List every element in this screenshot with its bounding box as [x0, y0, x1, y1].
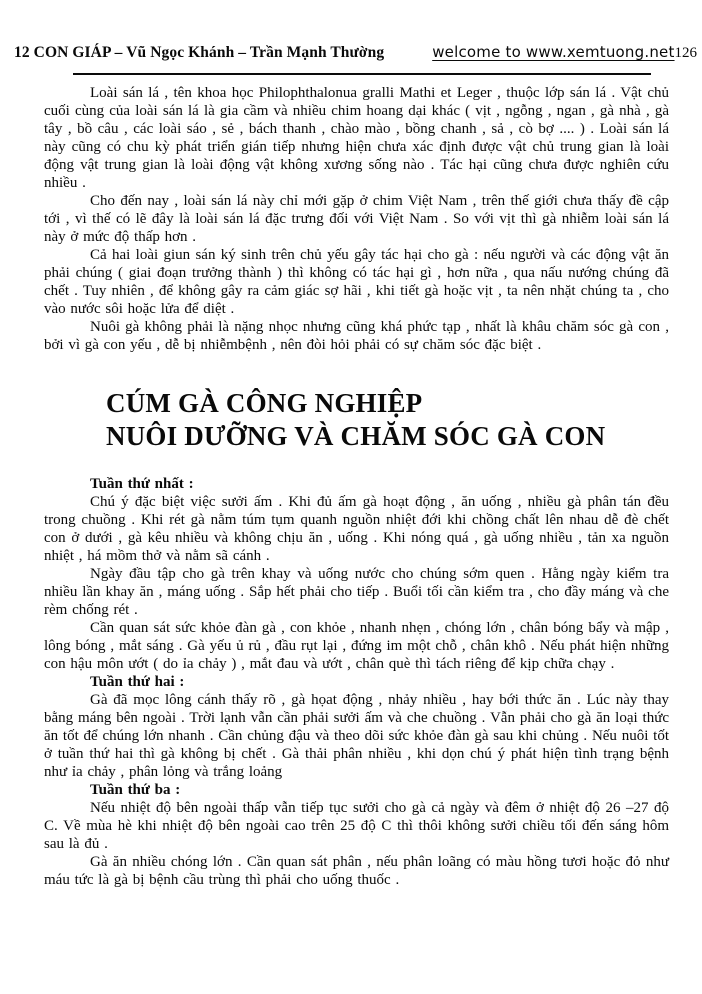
- chapter-title-line-2: NUÔI DƯỠNG VÀ CHĂM SÓC GÀ CON: [106, 421, 606, 451]
- page-body: [0, 84, 702, 889]
- section-paragraph: Gà ăn nhiều chóng lớn . Cần quan sát phân , nếu phân loãng có màu hồng tươi hoặc đỏ như máu tức là gà bị bệnh cầu trùng thì phải cho uống thuốc .: [44, 854, 669, 888]
- book-title: 12 CON GIÁP – Vũ Ngọc Khánh – Trần Mạnh Thường: [14, 44, 385, 61]
- section-paragraph: Cần quan sát sức khỏe đàn gà , con khỏe , nhanh nhẹn , chóng lớn , chân bóng bẩy và mập , lông bóng , mắt sáng . Gà yếu ủ rủ , đầu rụt lại , đứng im một chỗ , chân khô . Nếu phát hiện những con hậu môn ướt ( do ỉa chảy ) , mắt đau và ướt , chân què thì tách riêng để kịp chữa chạy .: [44, 620, 669, 672]
- page-header: [0, 43, 702, 62]
- page-number: 126: [674, 45, 698, 61]
- section-paragraph: Nếu nhiệt độ bên ngoài thấp vẫn tiếp tục sưởi cho gà cả ngày và đêm ở nhiệt độ 26 –27 độ C. Về mùa hè khi nhiệt độ bên ngoài cao trên 25 độ C thì thôi không sưởi chiều tối đến sáng hôm sau là đủ .: [44, 800, 669, 852]
- site-link[interactable]: welcome to www.xemtuong.net: [432, 43, 675, 61]
- intro-paragraph: Nuôi gà không phải là nặng nhọc nhưng cũng khá phức tạp , nhất là khâu chăm sóc gà con , bởi vì gà con yếu , dễ bị nhiễmbệnh , nên đòi hỏi phải có sự chăm sóc đặc biệt .: [44, 319, 669, 353]
- section-paragraph: Gà đã mọc lông cánh thấy rõ , gà họat động , nhảy nhiều , hay bới thức ăn . Lúc này thay bằng máng bên ngoài . Trời lạnh vẫn cần phải sưởi ấm và che chuồng . Vẫn phải cho gà ăn loại thức ăn tốt để chúng lớn nhanh . Cần chủng đậu và theo dõi sức khỏe đàn gà sau khi chủng . Nếu nuôi tốt ở tuần thứ hai thì gà không bị chết . Gà thải phân nhiều , khi dọn chú ý phát hiện tình trạng bệnh như ỉa chảy , phân lỏng và trắng loảng: [44, 692, 669, 780]
- section-paragraph: Chú ý đặc biệt việc sưởi ấm . Khi đủ ấm gà hoạt động , ăn uống , nhiều gà phân tán đều trong chuồng . Khi rét gà nằm túm tụm quanh nguồn nhiệt đới khi chồng chất lên nhau dễ đè chết con ở dưới , gà kêu nhiều và không chịu ăn , uống . Khi nóng quá , gà uống nhiều , tản xa nguồn nhiệt , há mồm thở và nằm sã cánh .: [44, 494, 669, 564]
- chapter-title-line-1: CÚM GÀ CÔNG NGHIỆP: [106, 388, 423, 418]
- section-heading-week-2: Tuần thứ hai :: [90, 674, 185, 690]
- intro-paragraph: Loài sán lá , tên khoa học Philophthalonua gralli Mathi et Leger , thuộc lớp sán lá . Vật chủ cuối cùng của loài sán lá là gia cầm và nhiều chim hoang dại khác ( vịt , ngỗng , ngan , gà nhà , gà tây , bồ câu , các loài sáo , sẻ , bách thanh , chào mào , bồng chanh , sả , cò bợ .... ) . Loài sán lá này cũng có chu kỳ phát triển gián tiếp nhưng hiện chưa xác định được vật chủ trung gian là loài động vật trung gian là loài động vật không xương sống nào . Tác hại cũng chưa được nghiên cứu nhiều .: [44, 85, 669, 191]
- chapter-title: [106, 387, 669, 453]
- section-heading-week-3: Tuần thứ ba :: [90, 782, 181, 798]
- header-divider: [73, 73, 651, 75]
- intro-paragraph: Cả hai loài giun sán ký sinh trên chủ yếu gây tác hại cho gà : nếu người và các động vật ăn phải chúng ( giai đoạn trưởng thành ) thì không có tác hại gì , hơn nữa , qua nấu nướng chúng đã chết . Tuy nhiên , để không gây ra cảm giác sợ hãi , khi tiết gà hoặc vịt , ta nên nhặt chúng ta , cho vào nước sôi hoặc lửa để diệt .: [44, 247, 669, 317]
- section-heading-week-1: Tuần thứ nhất :: [90, 476, 194, 492]
- intro-paragraph: Cho đến nay , loài sán lá này chỉ mới gặp ở chim Việt Nam , trên thế giới chưa thấy đề cập tới , vì thế có lẽ đây là loài sán lá đặc trưng đối với Việt Nam . So với vịt thì gà nhiễm loài sán lá này ở mức độ thấp hơn .: [44, 193, 669, 245]
- section-paragraph: Ngày đầu tập cho gà trên khay và uống nước cho chúng sớm quen . Hằng ngày kiểm tra nhiều lần khay ăn , máng uống . Sắp hết phải cho tiếp . Buổi tối cần kiểm tra , cho đầy máng và che rèm chống rét .: [44, 566, 669, 618]
